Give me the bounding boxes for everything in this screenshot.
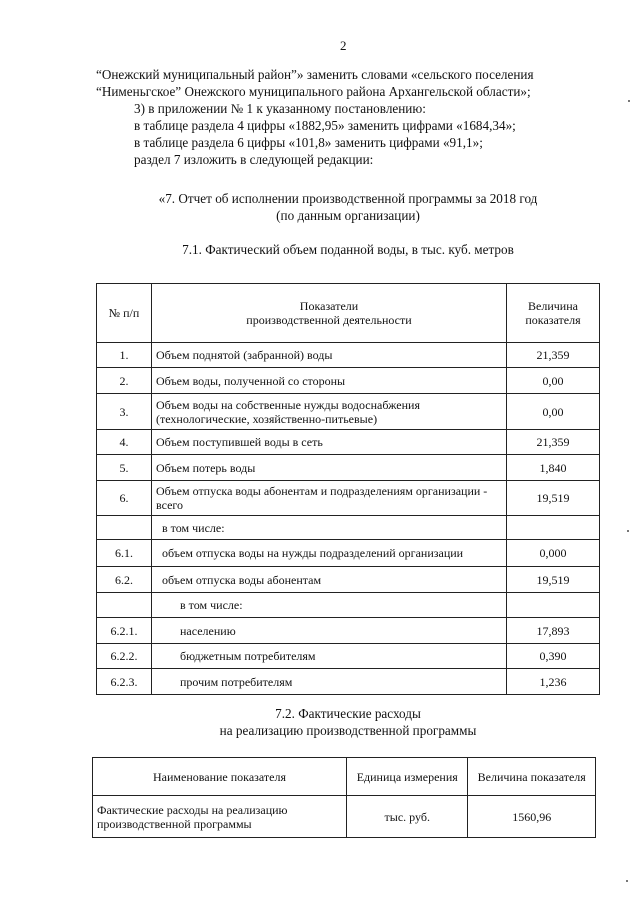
scan-speck: [626, 880, 628, 882]
row-num: 6.2.1.: [97, 618, 152, 644]
row-value: 21,359: [507, 430, 600, 455]
row-value: 21,359: [507, 343, 600, 368]
row-name: объем отпуска воды на нужды подразделений организации: [152, 540, 507, 567]
expenses-table: [92, 757, 596, 838]
row-name: объем отпуска воды абонентам: [152, 567, 507, 593]
row-name: населению: [152, 618, 507, 644]
row-num: 6.2.2.: [97, 644, 152, 669]
scan-speck: [627, 530, 629, 532]
section7-title: «7. Отчет об исполнении производственной программы за 2018 год: [158, 191, 538, 206]
item3-line-3: в таблице раздела 6 цифры «101,8» заменить цифрами «91,1»;: [134, 135, 483, 150]
table-header-row: [97, 284, 600, 343]
scan-speck: [628, 100, 630, 102]
row-value: 1560,96: [468, 796, 596, 838]
row-name: Объем воды, полученной со стороны: [152, 368, 507, 394]
row-num: 3.: [97, 394, 152, 430]
table-row: [97, 368, 600, 394]
row-name: Объем воды на собственные нужды водоснабжения (технологические, хозяйственно-питьевые): [152, 394, 507, 430]
header-name: Наименование показателя: [93, 758, 347, 796]
row-name: Объем потерь воды: [152, 455, 507, 481]
table-row: [97, 669, 600, 695]
intro-line-1: “Онежский муниципальный район”» заменить словами «сельского поселения: [96, 67, 534, 82]
row-name: Объем отпуска воды абонентам и подразделениям организации - всего: [152, 481, 507, 516]
table-row: [97, 618, 600, 644]
row-value: 19,519: [507, 481, 600, 516]
header-num: № п/п: [97, 284, 152, 343]
row-num: 6.: [97, 481, 152, 516]
table-row: [97, 567, 600, 593]
table-row: [97, 343, 600, 368]
intro-line-2: “Нименьгское” Онежского муниципального района Архангельской области»;: [96, 84, 531, 99]
row-num: 2.: [97, 368, 152, 394]
row-value: 0,00: [507, 394, 600, 430]
table-row: [97, 430, 600, 455]
row-name: Объем поднятой (забранной) воды: [152, 343, 507, 368]
section7-subtitle: (по данным организации): [276, 208, 420, 223]
row-num: 6.2.3.: [97, 669, 152, 695]
table-row: [97, 516, 600, 540]
row-num: [97, 516, 152, 540]
section72-title: 7.2. Фактические расходы: [275, 706, 421, 721]
row-value: [507, 593, 600, 618]
row-num: 6.1.: [97, 540, 152, 567]
row-value: 19,519: [507, 567, 600, 593]
row-num: 6.2.: [97, 567, 152, 593]
header-indicator-l1: Показатели: [299, 299, 359, 313]
row-value: 1,236: [507, 669, 600, 695]
row-value: 17,893: [507, 618, 600, 644]
header-value: [507, 284, 600, 343]
water-volume-table: [96, 283, 600, 695]
row-name: Фактические расходы на реализацию производственной программы: [93, 796, 347, 838]
row-name: в том числе:: [152, 516, 507, 540]
section72-subtitle: на реализацию производственной программы: [219, 723, 477, 738]
row-num: 4.: [97, 430, 152, 455]
row-value: [507, 516, 600, 540]
row-num: [97, 593, 152, 618]
header-indicator-l2: производственной деятельности: [246, 313, 412, 327]
header-indicator: [152, 284, 507, 343]
table-row: [97, 455, 600, 481]
row-name: бюджетным потребителям: [152, 644, 507, 669]
row-name: в том числе:: [152, 593, 507, 618]
row-value: 0,00: [507, 368, 600, 394]
section71-title: 7.1. Фактический объем поданной воды, в тыс. куб. метров: [182, 242, 514, 257]
table-row: [97, 394, 600, 430]
row-value: 0,390: [507, 644, 600, 669]
header-value-l2: показателя: [525, 313, 581, 327]
row-num: 5.: [97, 455, 152, 481]
item3-line-2: в таблице раздела 4 цифры «1882,95» заменить цифрами «1684,34»;: [134, 118, 516, 133]
table-row: [97, 481, 600, 516]
table-row: [97, 644, 600, 669]
row-value: 1,840: [507, 455, 600, 481]
item3-line-4: раздел 7 изложить в следующей редакции:: [134, 152, 374, 167]
table-row: [93, 796, 596, 838]
item3-line-1: 3) в приложении № 1 к указанному постановлению:: [134, 101, 426, 116]
header-unit: Единица измерения: [347, 758, 468, 796]
row-name: прочим потребителям: [152, 669, 507, 695]
page-number: 2: [340, 38, 347, 53]
header-value-l1: Величина: [528, 299, 578, 313]
row-value: 0,000: [507, 540, 600, 567]
row-num: 1.: [97, 343, 152, 368]
row-unit: тыс. руб.: [347, 796, 468, 838]
row-name: Объем поступившей воды в сеть: [152, 430, 507, 455]
table-header-row: [93, 758, 596, 796]
table-row: [97, 593, 600, 618]
header-value: Величина показателя: [468, 758, 596, 796]
table-row: [97, 540, 600, 567]
